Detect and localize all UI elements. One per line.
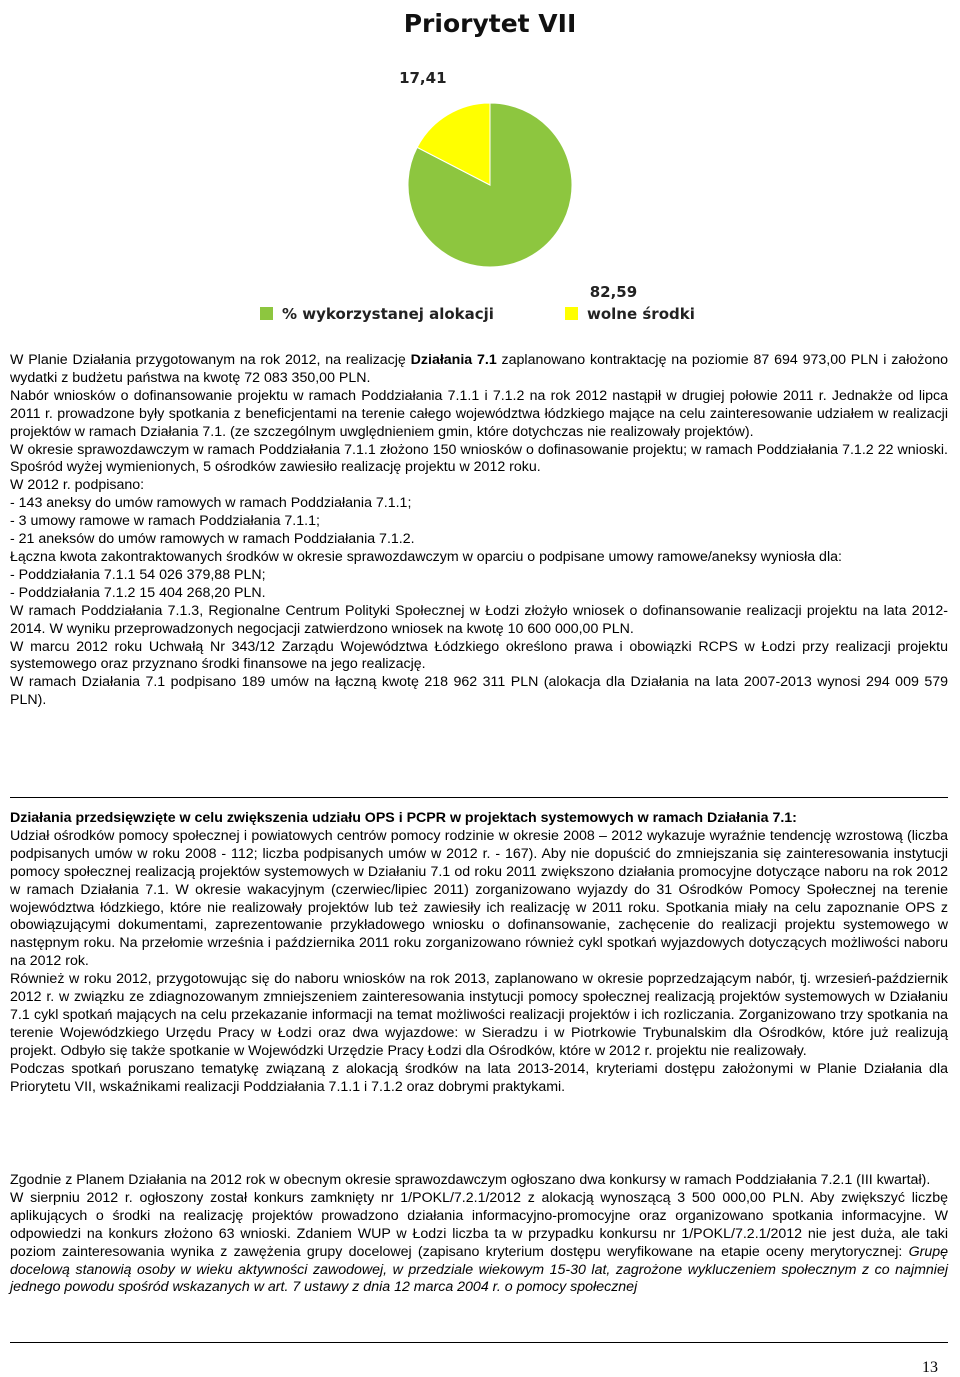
legend-swatch (565, 307, 578, 320)
paragraph (10, 971, 948, 1061)
section-3-text (10, 1172, 948, 1297)
footer-divider (10, 1342, 948, 1343)
paragraph (10, 674, 948, 710)
text-run: Nabór wniosków o dofinansowanie projektu w ramach Poddziałania 7.1.1 i 7.1.2 na rok 2012 nastąpił w drugiej połowie 2011 r. Jednakże od lipca 2011 r. prowadzone były spotkania z beneficjentami na terenie całego województwa łódzkiego mające na celu zainteresowanie udziałem w realizacji projektów w ramach Działania 7.1. (ze szczególnym uwględnieniem gmin, które dotychczas nie realizowały projektów). (10, 387, 948, 440)
data-label: 82,59 (589, 283, 638, 302)
text-run: W ramach Działania 7.1 podpisano 189 umów na łączną kwotę 218 962 311 PLN (alokacja dla Działania na lata 2007-2013 wynosi 294 009 579 PLN). (10, 674, 948, 709)
chart-title: Priorytet VII (403, 9, 577, 38)
text-run: zaplanowano kontraktację na poziomie 87 694 973,00 PLN i założono wydatki z budżetu państwa na kwotę 72 083 350,00 PLN. (10, 352, 948, 386)
text-run: Zgodnie z Planem Działania na 2012 rok w obecnym okresie sprawozdawczym ogłoszano dwa konkursy w ramach Poddziałania 7.2.1 (III kwartał). (10, 1172, 931, 1188)
pie-chart (240, 0, 740, 335)
paragraph (10, 352, 948, 388)
data-label: 17,41 (399, 69, 447, 88)
text-run: Łączna kwota zakontraktowanych środków w okresie sprawozdawczym w oparciu o podpisane umowy ramowe/aneksy wyniosła dla: (10, 548, 842, 565)
paragraph (10, 388, 948, 442)
section-1-text (10, 352, 948, 710)
text-run: - 21 aneksów do umów ramowych w ramach Poddziałania 7.1.2. (10, 531, 415, 548)
paragraph (10, 1172, 948, 1190)
text-run: - Poddziałania 7.1.1 54 026 379,88 PLN; (10, 566, 266, 583)
text-run: - 3 umowy ramowe w ramach Poddziałania 7.1.1; (10, 513, 320, 530)
paragraph (10, 477, 948, 495)
text-run: W sierpniu 2012 r. ogłoszony został konkurs zamknięty nr 1/POKL/7.2.1/2012 z alokacją wynoszącą 3 500 000,00 PLN. Aby zwiększyć liczbę aplikujących o środki na realizację projektów prowadzono działania informacyjno-promocyjne oraz organizowano spotkania informacyjne. W odpowiedzi na konkurs złożono 63 wnioski. Zdaniem WUP w Łodzi liczba ta w przypadku konkursu nr 1/POKL/7.2.1/2012 nie jest duża, ale taki poziom zainteresowania wynika z zawężenia grupy docelowej (zapisano kryterium dostępu weryfikowane na etapie oceny merytorycznej: (10, 1189, 948, 1260)
text-run: Grupę docelową stanowią osoby w wieku aktywności zawodowej, w przedziale wiekowym 15-30 lat, zagrożone wykluczeniem społecznym z co najmniej jednego powodu spośród wskazanych w art. 7 ustawy z dnia 12 marca 2004 r. o pomocy społecznej (10, 1243, 948, 1296)
text-run: Udział ośrodków pomocy społecznej i powiatowych centrów pomocy rodzinie w okresie 2008 – 2012 wykazuje wyraźnie tendencję wzrostową (liczba podpisanych umów w roku 2008 - 112; liczba podpisanych umów w 2012 r. - 167). Aby nie dopuścić do zmniejszania się zainteresowania instytucji pomocy społecznej realizacją projektów systemowych w Działaniu 7.1 od roku 2011 zwiększono działania promocyjne dotyczące naboru na rok 2012 w ramach Działania 7.1. W okresie wakacyjnym (czerwiec/lipiec 2011) zorganizowano wyjazdy do 31 Ośrodków Pomocy Społecznej na terenie województwa łódzkiego, które nie realizowały projektów lub też zawiesiły ich realizację w 2011 roku. Spotkania miały na celu zapoznanie OPS z obowiązującymi dokumentami, zaprezentowanie przykładowego wniosku o dofinansowanie, zachęcenie do realizacji projektu systemowego w następnym roku. Na przełomie września i października 2011 roku zorganizowano również cykl spotkań wyjazdowych dotyczących możliwości naboru na 2012 rok. (10, 827, 948, 970)
paragraph (10, 549, 948, 567)
paragraph (10, 828, 948, 971)
paragraph (10, 603, 948, 639)
paragraph (10, 1190, 948, 1297)
text-run: Działania 7.1 (410, 352, 497, 368)
page-number: 13 (922, 1359, 938, 1376)
legend-swatch (260, 307, 273, 320)
section-2-text (10, 810, 948, 1097)
paragraph (10, 531, 948, 549)
paragraph (10, 567, 948, 585)
text-run: Również w roku 2012, przygotowując się do naboru wniosków na rok 2013, zaplanowano w okresie poprzedzającym nabór, tj. wrzesień-październik 2012 r. w związku ze zdiagnozowanym zmniejszeniem zainteresowania instytucji pomocy społecznej realizacją projektów systemowych w Działaniu 7.1 cykl spotkań mających na celu przekazanie informacji na temat możliwości realizacji projektów i ich rozliczania. Zorganizowano trzy spotkania na terenie Wojewódzkiego Urzędu Pracy w Łodzi oraz dwa wyjazdowe: w Sieradzu i w Piotrkowie Trybunalskim dla Ośrodków, które już realizują projekt. Odbyło się także spotkanie w Wojewódzki Urzędzie Pracy Łodzi dla Ośrodków, które w 2012 r. projektu nie realizowały. (10, 971, 948, 1059)
paragraph (10, 585, 948, 603)
paragraph (10, 1061, 948, 1097)
text-run: - 143 aneksy do umów ramowych w ramach Poddziałania 7.1.1; (10, 495, 412, 512)
paragraph (10, 513, 948, 531)
text-run: W Planie Działania przygotowanym na rok 2012, na realizację (10, 352, 411, 368)
text-run: W marcu 2012 roku Uchwałą Nr 343/12 Zarządu Województwa Łódzkiego określono prawa i obowiązki RCPS w Łodzi przy realizacji projektu systemowego oraz przyznano środki finansowe na jego realizację. (10, 638, 948, 673)
paragraph (10, 442, 948, 478)
paragraph (10, 639, 948, 675)
section-divider (10, 797, 948, 798)
text-run: W 2012 r. podpisano: (10, 477, 145, 494)
text-run: W okresie sprawozdawczym w ramach Poddziałania 7.1.1 złożono 150 wniosków o dofinasowanie projektu; w ramach Poddziałania 7.1.2 22 wnioski. Spośród wyżej wymienionych, 5 ośrodków zawiesiło realizację projektu w 2012 roku. (10, 441, 948, 476)
paragraph (10, 810, 948, 828)
legend-label: wolne środki (587, 305, 695, 323)
legend-label: % wykorzystanej alokacji (282, 305, 494, 323)
text-run: Działania przedsięwzięte w celu zwiększenia udziału OPS i PCPR w projektach systemowych w ramach Działania 7.1: (10, 810, 797, 826)
text-run: Podczas spotkań poruszano tematykę związaną z alokacją środków na lata 2013-2014, kryteriami dostępu założonymi w Planie Działania dla Priorytetu VII, wskaźnikami realizacji Poddziałania 7.1.1 i 7.1.2 oraz dobrymi praktykami. (10, 1060, 948, 1095)
text-run: - Poddziałania 7.1.2 15 404 268,20 PLN. (10, 584, 266, 601)
paragraph (10, 495, 948, 513)
text-run: W ramach Poddziałania 7.1.3, Regionalne Centrum Polityki Społecznej w Łodzi złożyło wniosek o dofinansowanie realizacji projektu na lata 2012-2014. W wyniku przeprowadzonych negocjacji zatwierdzono wniosek na kwotę 10 600 000,00 PLN. (10, 602, 948, 637)
